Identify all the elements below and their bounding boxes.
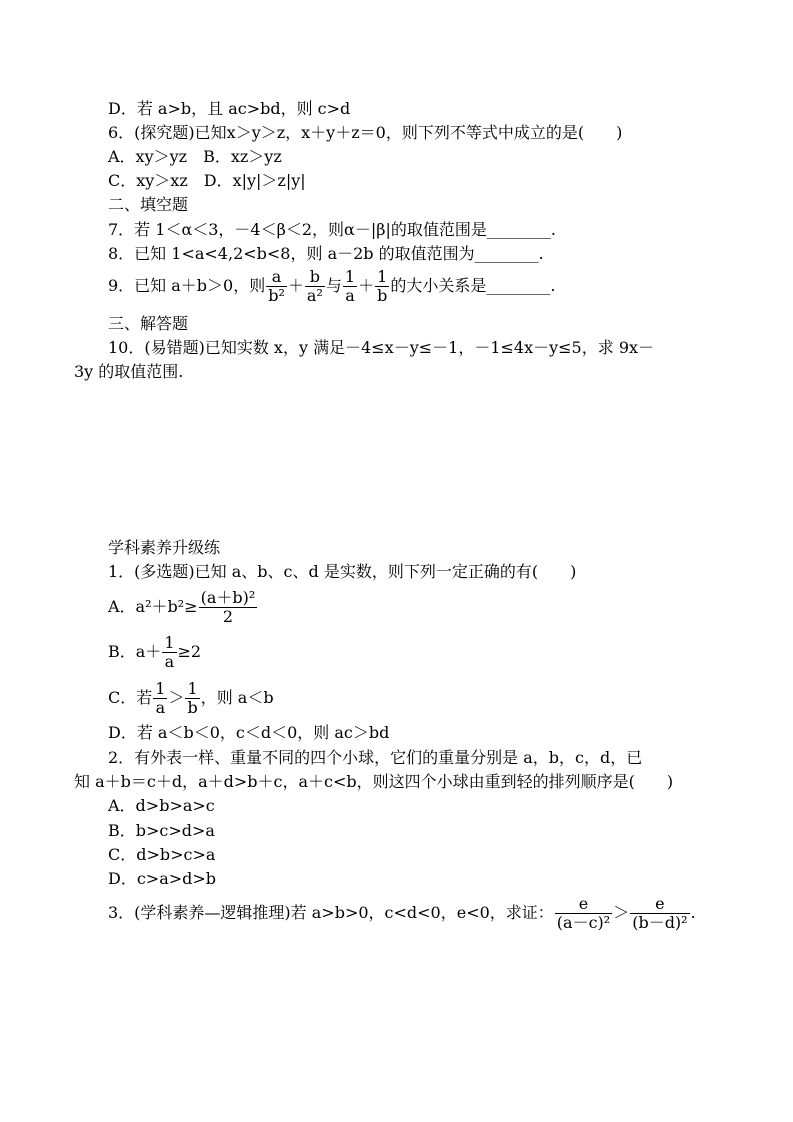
q9-f1-numerator: a bbox=[266, 268, 287, 287]
p1-c-fraction-1 bbox=[153, 680, 167, 717]
q9-f3-denominator: a bbox=[345, 286, 355, 305]
q9-text bbox=[108, 266, 555, 306]
p1-c-f1-denominator: a bbox=[155, 698, 166, 717]
p1-b-fraction bbox=[162, 634, 176, 671]
q9-f4-denominator: b bbox=[377, 286, 388, 305]
p1-a-fraction bbox=[199, 589, 258, 626]
q10-line-2: 3y 的取值范围. bbox=[74, 362, 184, 381]
q9-f3-numerator: 1 bbox=[344, 267, 356, 286]
p3-gt: ＞ bbox=[613, 903, 630, 922]
q9-prefix: 9．已知 a＋b＞0，则 bbox=[108, 276, 266, 295]
p2-option-c: C．d>b>c>a bbox=[108, 845, 216, 864]
p1-c-fraction-2 bbox=[185, 680, 199, 717]
p1-c-prefix: C．若 bbox=[108, 688, 153, 707]
p1-b-prefix: B．a＋ bbox=[108, 642, 162, 661]
q9-fraction-4 bbox=[375, 268, 389, 305]
q9-plus-2: ＋ bbox=[358, 276, 375, 295]
p1-c-f1-numerator: 1 bbox=[155, 679, 166, 698]
section-fill-blank-title: 二、填空题 bbox=[108, 195, 189, 214]
q9-f4-numerator: 1 bbox=[375, 268, 389, 287]
q9-fraction-1 bbox=[266, 268, 287, 305]
q10-line-1: 10．(易错题)已知实数 x，y 满足－4≤x－y≤－1，－1≤4x－y≤5，求 9x－ bbox=[108, 338, 655, 357]
p3-suffix: . bbox=[690, 903, 696, 922]
p1-option-b bbox=[108, 632, 201, 672]
q8-text: 8．已知 1<a<4,2<b<8，则 a－2b 的取值范围为________. bbox=[108, 244, 544, 263]
q9-fraction-3 bbox=[343, 268, 357, 305]
p3-f2-numerator: e bbox=[630, 895, 689, 914]
q9-f1-denominator: b² bbox=[268, 286, 285, 305]
q6-stem: 6．(探究题)已知x＞y＞z，x＋y＋z＝0，则下列不等式中成立的是( ) bbox=[108, 123, 623, 142]
section-answer-title: 三、解答题 bbox=[108, 314, 189, 333]
p1-b-denominator: a bbox=[164, 652, 175, 671]
part2-title: 学科素养升级练 bbox=[108, 538, 221, 557]
p1-option-c bbox=[108, 678, 274, 718]
p1-a-prefix: A．a²＋b²≥ bbox=[108, 597, 198, 616]
q6-options-ab: A．xy＞yz B．xz＞yz bbox=[108, 147, 282, 166]
p2-option-b: B．b>c>d>a bbox=[108, 821, 215, 840]
p3-fraction-1 bbox=[555, 895, 612, 932]
q7-text: 7．若 1＜α＜3，－4＜β＜2，则α－|β|的取值范围是________. bbox=[108, 220, 556, 239]
p1-c-gt: ＞ bbox=[168, 688, 185, 707]
q9-f2-denominator: a² bbox=[306, 286, 323, 305]
q9-f2-numerator: b bbox=[305, 268, 325, 287]
p2-option-d: D．c>a>d>b bbox=[108, 869, 217, 888]
p2-option-a: A．d>b>a>c bbox=[108, 796, 215, 815]
p1-option-a bbox=[108, 587, 258, 627]
q9-fraction-2 bbox=[305, 268, 325, 305]
p3-f2-denominator: (b－d)² bbox=[632, 913, 688, 932]
p2-line-1: 2．有外表一样、重量不同的四个小球，它们的重量分别是 a，b，c，d，已 bbox=[108, 748, 643, 767]
p1-c-f2-numerator: 1 bbox=[185, 680, 199, 699]
p3-fraction-2 bbox=[630, 895, 689, 932]
p1-a-numerator: (a＋b)² bbox=[200, 588, 256, 607]
q9-mid: 与 bbox=[325, 276, 342, 295]
p3-prefix: 3．(学科素养—逻辑推理)若 a>b>0，c<d<0，e<0，求证： bbox=[108, 903, 554, 922]
p3-text bbox=[108, 893, 696, 933]
q9-suffix: 的大小关系是________. bbox=[390, 276, 556, 295]
q5-option-d: D．若 a>b，且 ac>bd，则 c>d bbox=[108, 99, 351, 118]
p1-b-suffix: ≥2 bbox=[177, 642, 202, 661]
p3-f1-denominator: (a－c)² bbox=[556, 913, 611, 932]
p1-stem: 1．(多选题)已知 a、b、c、d 是实数，则下列一定正确的有( ) bbox=[108, 562, 577, 581]
p1-c-suffix: ，则 a＜b bbox=[200, 688, 274, 707]
p1-c-f2-denominator: b bbox=[187, 698, 198, 717]
p1-a-denominator: 2 bbox=[222, 607, 234, 626]
p3-f1-numerator: e bbox=[555, 895, 612, 914]
q9-plus-1: ＋ bbox=[287, 276, 304, 295]
p1-b-numerator: 1 bbox=[164, 633, 175, 652]
p1-option-d: D．若 a＜b＜0，c＜d＜0，则 ac＞bd bbox=[108, 723, 390, 742]
p2-line-2: 知 a＋b＝c＋d，a＋d>b＋c，a＋c<b，则这四个小球由重到轻的排列顺序是( ) bbox=[74, 772, 674, 791]
q6-options-cd: C．xy＞xz D．x|y|＞z|y| bbox=[108, 171, 306, 190]
